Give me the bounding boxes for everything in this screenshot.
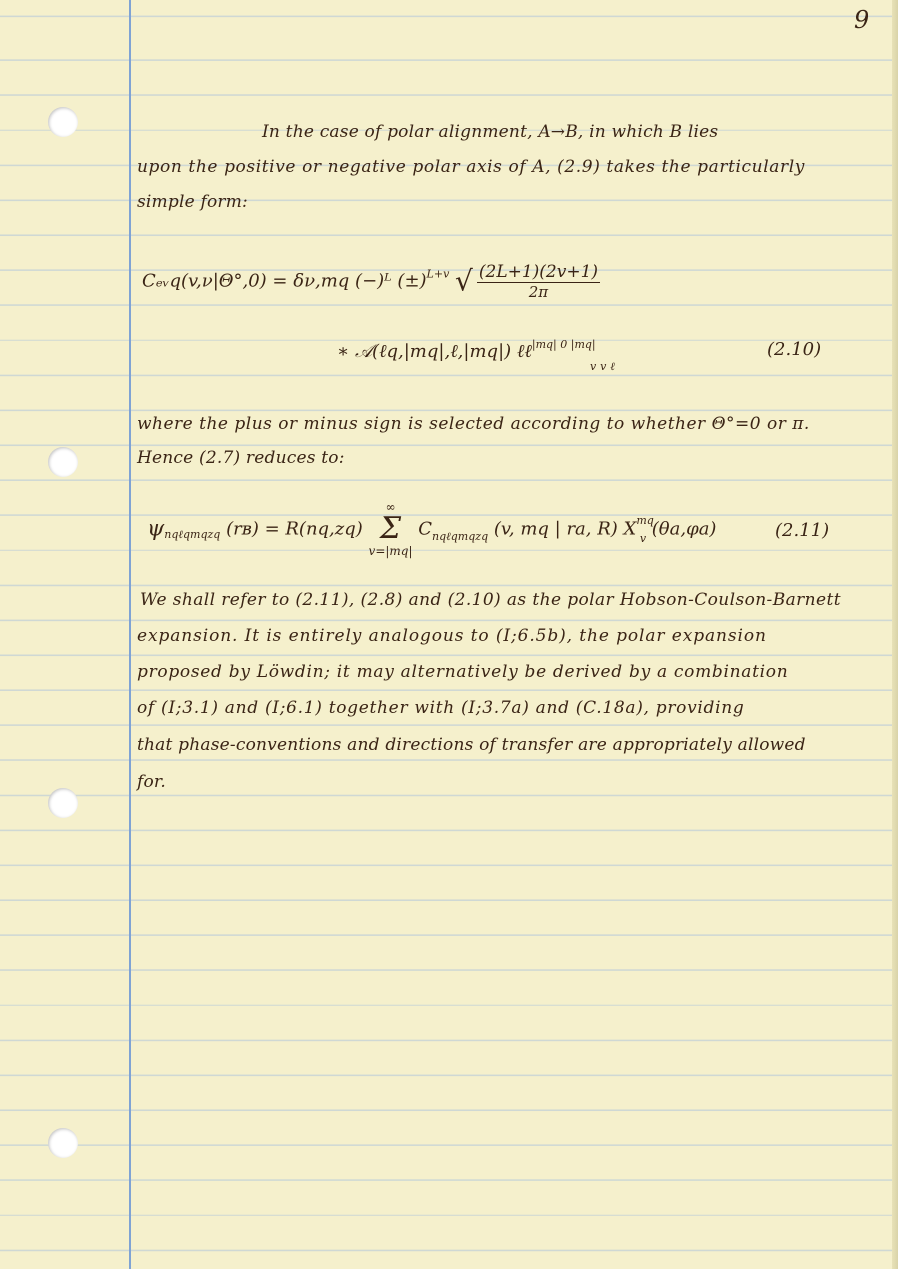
fraction-denominator: 2π	[528, 283, 549, 301]
equation-number-2-10: (2.10)	[767, 339, 822, 360]
c-coefficient: C	[418, 518, 433, 540]
eq-exponent: L+v	[426, 267, 450, 281]
paragraph3-line6: for.	[137, 772, 166, 792]
psi-subscript: nqℓqmqzq	[164, 528, 221, 541]
paragraph1-line1: In the case of polar alignment, A→B, in which B lies	[262, 122, 719, 142]
sigma-symbol: Σ	[379, 511, 402, 546]
paragraph1-line3: simple form:	[137, 192, 248, 212]
page-number: 9	[854, 6, 870, 34]
x-superscript: mq	[636, 514, 654, 527]
equation-2-11	[147, 500, 716, 558]
paragraph3-line1: We shall refer to (2.11), (2.8) and (2.10) as the polar Hobson-Coulson-Barnett	[140, 590, 841, 610]
term-rest: (v, mq | ra, R) X	[493, 518, 637, 540]
x-arguments: (θa,φa)	[651, 518, 717, 540]
punch-hole	[48, 1128, 78, 1158]
eq-lhs: Cₑᵥq(v,ν|Θ°,0) = δν,mq (−)ᴸ (±)	[142, 270, 427, 292]
equation-number-2-11: (2.11)	[775, 520, 830, 541]
punch-hole	[48, 788, 78, 818]
paragraph3-line4: of (I;3.1) and (I;6.1) together with (I;3.7a) and (C.18a), providing	[137, 698, 745, 718]
sum-lower-limit: v=|mq|	[368, 544, 413, 558]
paragraph1-line2: upon the positive or negative polar axis of A, (2.9) takes the particularly	[137, 157, 805, 177]
psi-symbol: ψ	[147, 516, 165, 542]
paragraph3-line3: proposed by Löwdin; it may alternatively be derived by a combination	[137, 662, 789, 682]
eq-line2-sup: |mq| 0 |mq|	[531, 338, 596, 351]
fraction-numerator: (2L+1)(2v+1)	[478, 262, 599, 282]
eq-line2-body: ∗ 𝒜(ℓq,|mq|,ℓ,|mq|) ℓℓ	[337, 341, 532, 362]
paragraph2-line2: Hence (2.7) reduces to:	[137, 448, 345, 468]
eq-line2-sub: v v ℓ	[590, 360, 616, 373]
equation-2-10-line1	[142, 262, 600, 301]
equation-2-10-line2	[337, 338, 596, 362]
paragraph3-line2: expansion. It is entirely analogous to (I;6.5b), the polar expansion	[137, 626, 767, 646]
paragraph3-line5: that phase-conventions and directions of transfer are appropriately allowed	[137, 735, 806, 755]
x-subscript: v	[639, 532, 647, 545]
c-subscript: nqℓqmqzq	[432, 530, 489, 543]
paragraph2-line1: where the plus or minus sign is selected according to whether Θ°=0 or π.	[137, 414, 810, 434]
eq-fraction	[477, 262, 600, 301]
margin-rule	[129, 0, 131, 1269]
summation	[369, 500, 413, 558]
eq-lhs-rest: (rʙ) = R(nq,zq)	[226, 518, 363, 540]
punch-hole	[48, 107, 78, 137]
sqrt-sign: √	[455, 264, 473, 298]
page-edge	[892, 0, 898, 1269]
punch-hole	[48, 447, 78, 477]
sum-upper-limit: ∞	[385, 500, 396, 514]
